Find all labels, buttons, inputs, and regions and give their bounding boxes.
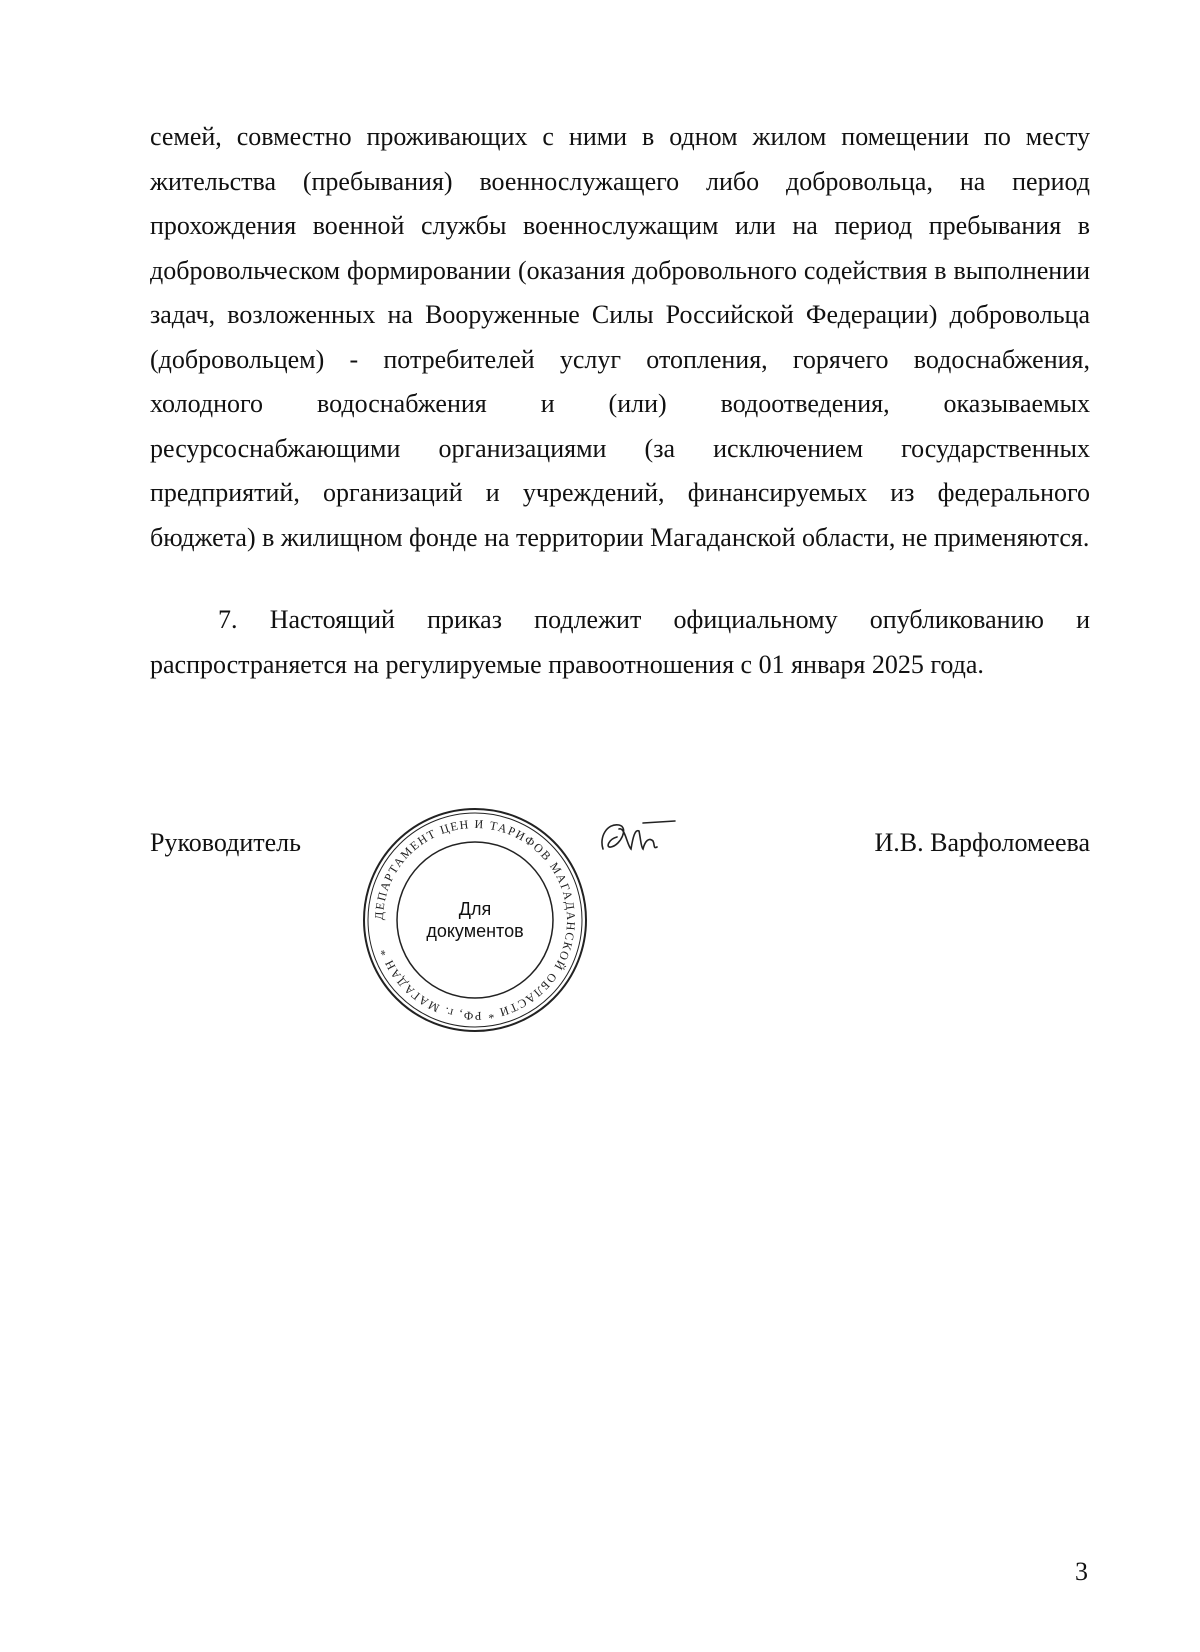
signatory-name: И.В. Варфоломеева (874, 828, 1090, 857)
page-number: 3 (1075, 1557, 1088, 1586)
final-paragraph: 7. Настоящий приказ подлежит официальному опубликованию и распространяется на регулируемые правоотношения с 01 января 2025 года. (150, 605, 1090, 679)
seal-center-text (360, 805, 590, 1035)
seal-center-line-1: Для (458, 899, 492, 919)
seal-ring-text: ДЕПАРТАМЕНТ ЦЕН И ТАРИФОВ МАГАДАНСКОЙ ОБЛАСТИ * РФ, г. МАГАДАН * (371, 816, 579, 1024)
seal-center-line-2: документов (426, 921, 524, 941)
signatory-title: Руководитель (150, 828, 301, 857)
body-paragraph: семей, совместно проживающих с ними в одном жилом помещении по месту жительства (пребывания) военнослужащего либо добровольца, на период прохождения военной службы военнослужащим или на период пребывания в добровольческом формировании (оказания добровольного содействия в выполнении задач, возложенных на Вооруженные Силы Российской Федерации) добровольца (добровольцем) - потребителей услуг отопления, горячего водоснабжения, холодного водоснабжения и (или) водоотведения, оказываемых ресурсоснабжающими организациями (за исключением государственных предприятий, организаций и учреждений, финансируемых из федерального бюджета) в жилищном фонде на территории Магаданской области, не применяются. (150, 122, 1090, 552)
official-seal (360, 805, 590, 1035)
handwritten-signature (597, 815, 677, 865)
